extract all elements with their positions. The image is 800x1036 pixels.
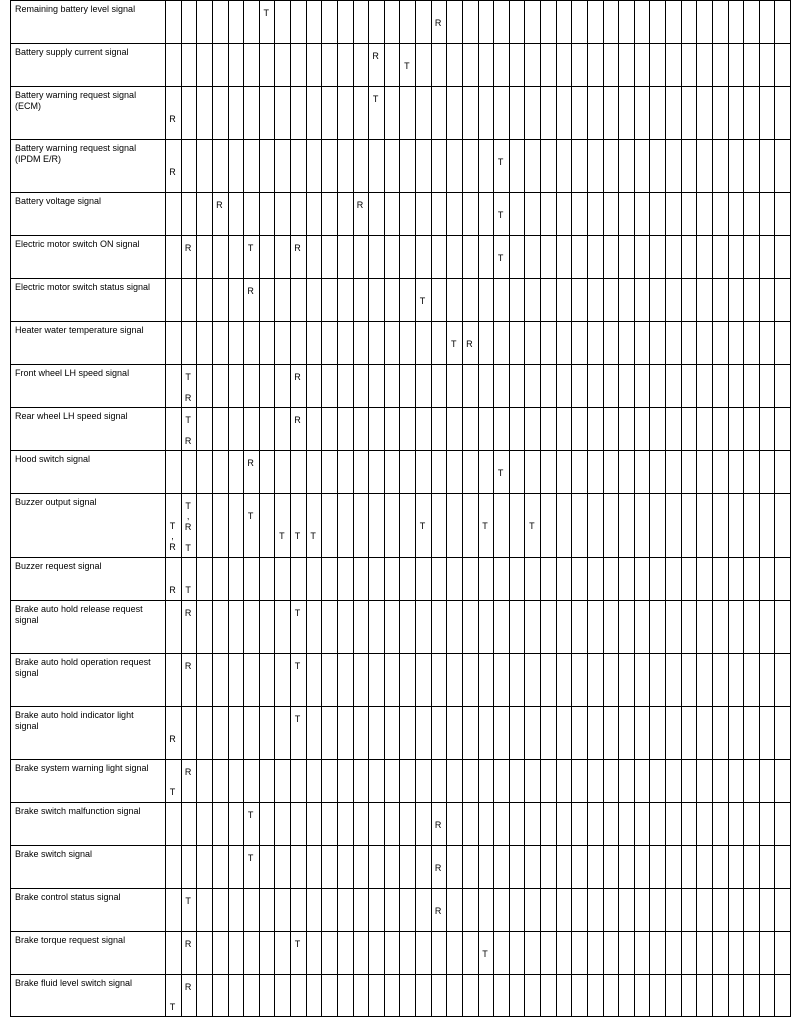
signal-mark: R [434, 906, 442, 916]
signal-mark: R [169, 167, 176, 177]
table-row [10, 235, 790, 278]
signal-mark: R [466, 339, 473, 349]
signal-mark: R [372, 51, 379, 61]
signal-mark: T [419, 296, 426, 306]
table-row [10, 493, 790, 557]
table-row [10, 86, 790, 139]
signal-mark: T [263, 8, 269, 18]
signal-mark: T [451, 339, 457, 349]
signal-mark: R [184, 393, 192, 403]
signal-mark: T [497, 210, 504, 220]
signal-mark: R [169, 734, 176, 744]
signal-name: Remaining battery level signal [15, 4, 136, 14]
signal-mark: R [184, 522, 192, 532]
signal-mark: R [169, 542, 176, 552]
signal-mark: T [294, 714, 301, 724]
signal-mark: R [356, 200, 364, 210]
signal-mark: T [404, 61, 410, 71]
signal-mark: R [184, 608, 192, 618]
table-row [10, 278, 790, 321]
signal-name: Heater water temperature signal [15, 325, 144, 335]
signal-mark: T [310, 531, 316, 541]
signal-mark: T [185, 501, 191, 511]
signal-mark: R [247, 286, 254, 296]
signal-mark: T [419, 521, 426, 531]
signal-mark: T [169, 1002, 176, 1012]
signal-name: Electric motor switch ON signal [15, 239, 140, 249]
table-row [10, 845, 790, 888]
signal-mark: T [247, 810, 254, 820]
signal-mark: , [171, 531, 174, 541]
signal-mark: T [247, 853, 254, 863]
signal-mark: R [434, 820, 442, 830]
table-row [10, 557, 790, 600]
signal-mark: T [497, 468, 504, 478]
signal-name: Brake auto hold operation request signal [15, 657, 151, 678]
signal-mark: T [529, 521, 535, 531]
signal-name: Hood switch signal [15, 454, 91, 464]
table-row [10, 931, 790, 974]
table-row [10, 450, 790, 493]
signal-name: Buzzer output signal [15, 497, 97, 507]
signal-mark: T [482, 949, 488, 959]
signal-mark: R [184, 767, 192, 777]
table-row [10, 974, 790, 1017]
signal-name: Buzzer request signal [15, 561, 102, 571]
signal-mark: R [184, 939, 192, 949]
signal-name: Brake auto hold release request signal [15, 604, 143, 625]
signal-mark: T [185, 896, 191, 906]
signal-mark: T [247, 511, 254, 521]
signal-name: Battery supply current signal [15, 47, 129, 57]
table-row [10, 364, 790, 407]
table-row [10, 653, 790, 706]
signal-mark: R [169, 114, 176, 124]
signal-mark: T [169, 787, 176, 797]
signal-mark: R [294, 243, 301, 253]
signal-mark: T [247, 243, 254, 253]
signal-mark: T [185, 372, 191, 382]
signal-mark: T [497, 253, 504, 263]
signal-mark: T [482, 521, 488, 531]
signal-mark: R [169, 585, 176, 595]
signal-mark: T [185, 415, 191, 425]
signal-mark: R [184, 661, 192, 671]
table-row [10, 888, 790, 931]
signal-mark: R [247, 458, 254, 468]
signal-mark: T [185, 543, 191, 553]
signal-mark: R [184, 436, 192, 446]
signal-name: Brake auto hold indicator light signal [15, 710, 134, 731]
table-row [10, 192, 790, 235]
table-row [10, 43, 790, 86]
signal-name: Brake switch signal [15, 849, 93, 859]
table-row [10, 407, 790, 450]
signal-mark: R [184, 982, 192, 992]
table-row [10, 321, 790, 364]
signal-name: Electric motor switch status signal [15, 282, 151, 292]
signal-mark: T [372, 94, 379, 104]
table-row [10, 0, 790, 43]
signal-name: Rear wheel LH speed signal [15, 411, 128, 421]
table-row [10, 802, 790, 845]
signal-mark: T [294, 939, 301, 949]
signal-name: Battery voltage signal [15, 196, 102, 206]
signal-mark: T [169, 521, 176, 531]
signal-mark: T [279, 531, 285, 541]
table-row [10, 600, 790, 653]
signal-name: Brake control status signal [15, 892, 121, 902]
signal-name: Battery warning request signal (IPDM E/R) [15, 143, 137, 164]
signal-mark: R [294, 415, 301, 425]
signal-mark: T [294, 531, 301, 541]
signal-name: Brake fluid level switch signal [15, 978, 133, 988]
signal-mark: T [294, 608, 301, 618]
signal-mark: T [185, 585, 191, 595]
signal-name: Brake system warning light signal [15, 763, 149, 773]
signal-name: Front wheel LH speed signal [15, 368, 130, 378]
signal-mark: R [216, 200, 223, 210]
signal-name: Brake torque request signal [15, 935, 126, 945]
signal-mark: R [434, 863, 442, 873]
signal-mark: T [497, 157, 504, 167]
signal-mark: R [184, 243, 192, 253]
signal-mark: , [186, 511, 190, 521]
signal-mark: T [294, 661, 301, 671]
table-row [10, 139, 790, 192]
table-row [10, 706, 790, 759]
signal-name: Battery warning request signal (ECM) [15, 90, 137, 111]
signal-mark: R [294, 372, 301, 382]
table-row [10, 759, 790, 802]
signal-mark: R [434, 18, 442, 28]
signal-name: Brake switch malfunction signal [15, 806, 141, 816]
